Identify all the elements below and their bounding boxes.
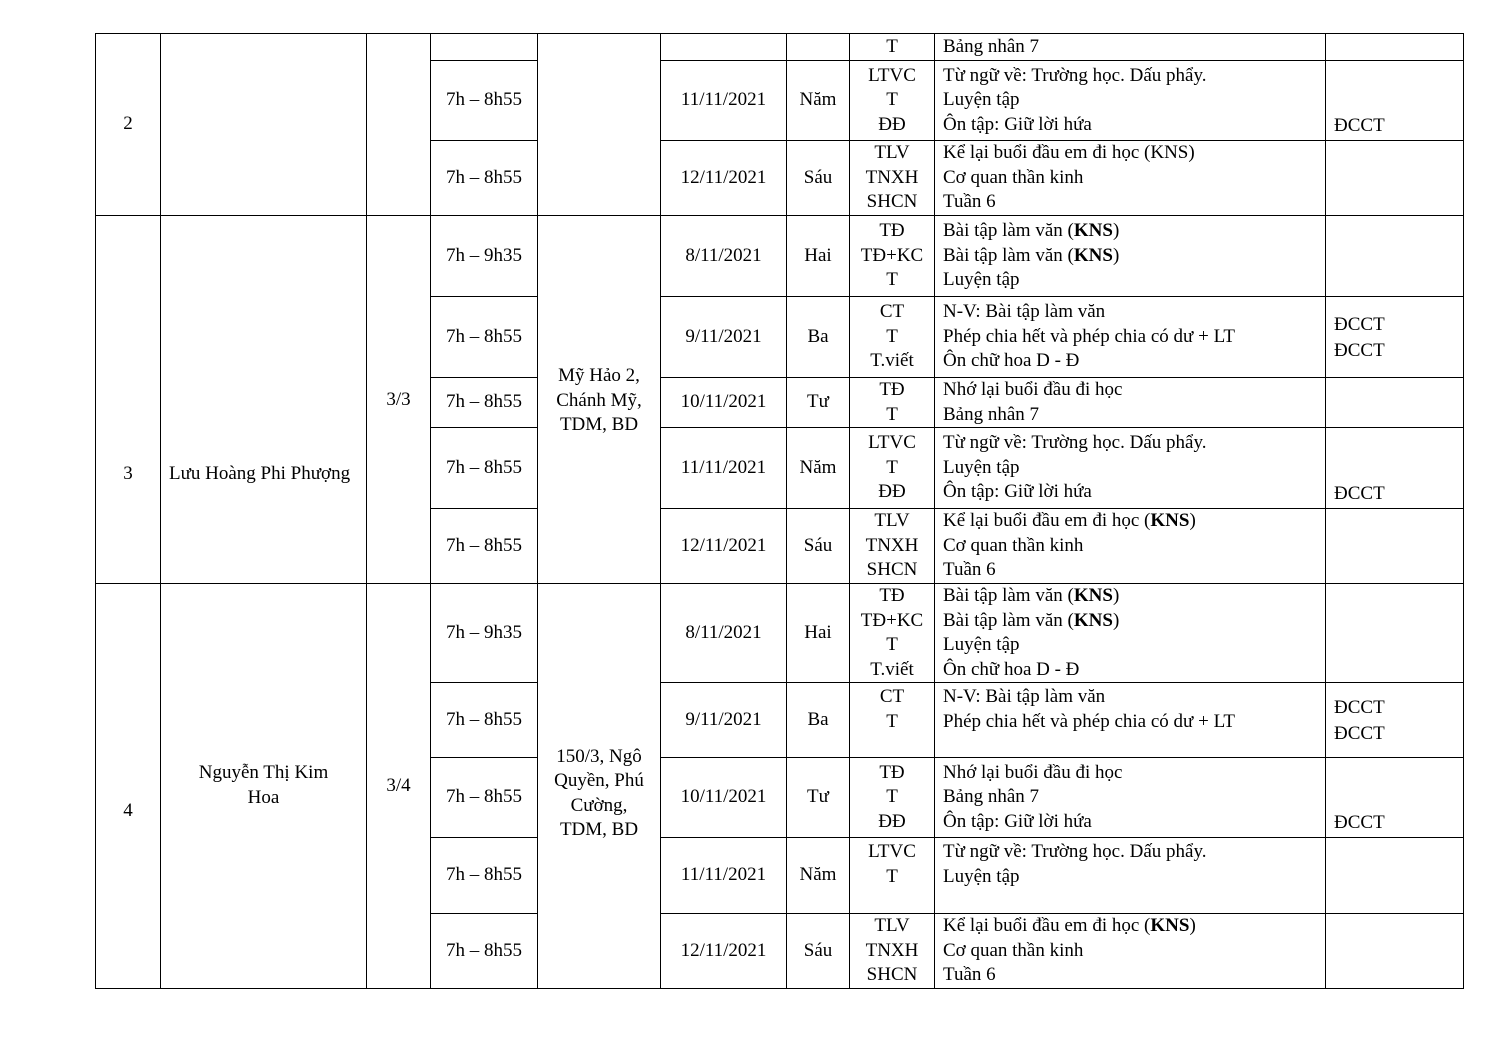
lesson: Luyện tập [943, 89, 1020, 111]
subject: ĐĐ [878, 113, 906, 135]
subject: TĐ [879, 220, 905, 242]
weekday-cell: Năm [787, 61, 850, 141]
note-cell [1326, 378, 1464, 428]
subject: CT [879, 686, 905, 707]
subject: T [886, 710, 898, 732]
time-cell: 7h – 8h55 [431, 914, 538, 989]
subject: TNXH [865, 939, 919, 961]
lesson: Bảng nhân 7 [943, 786, 1040, 808]
stt-cell: 2 [96, 34, 161, 216]
subject: T [886, 786, 898, 808]
lesson: Cơ quan thần kinh [943, 534, 1084, 556]
time-cell: 7h – 8h55 [431, 297, 538, 378]
date-cell: 10/11/2021 [661, 378, 787, 428]
lessons-cell [935, 914, 1326, 989]
subject: SHCN [866, 964, 918, 985]
lesson: Cơ quan thần kinh [943, 939, 1084, 961]
date-cell: 10/11/2021 [661, 758, 787, 838]
teacher-name: Nguyễn Thị Kim Hoa [198, 762, 329, 808]
class-cell: 3/4 [367, 584, 431, 989]
subjects-cell [850, 509, 935, 584]
subject: T [886, 89, 898, 111]
note-cell [1326, 758, 1464, 838]
date-cell: 11/11/2021 [661, 838, 787, 914]
subjects-cell [850, 61, 935, 141]
note: ĐCCT [1334, 114, 1385, 136]
lesson: Luyện tập [943, 456, 1020, 478]
lesson: Ôn tập: Giữ lời hứa [943, 481, 1092, 503]
subjects-cell [850, 34, 935, 61]
stt-cell: 3 [96, 216, 161, 584]
subject: TNXH [865, 166, 919, 188]
lesson: Luyện tập [943, 865, 1020, 887]
lesson: Từ ngữ về: Trường học. Dấu phẩy. [943, 841, 1207, 862]
subject: TĐ+KC [860, 609, 924, 631]
weekday-cell: Sáu [787, 509, 850, 584]
subject: TĐ+KC [860, 244, 924, 266]
note-cell [1326, 428, 1464, 509]
subject: T.viết [870, 350, 914, 372]
teacher-name-cell [161, 584, 367, 989]
subject: LTVC [868, 841, 916, 862]
weekday-cell: Hai [787, 216, 850, 297]
lessons-cell [935, 141, 1326, 216]
note-cell [1326, 297, 1464, 378]
time-cell: 7h – 8h55 [431, 61, 538, 141]
subjects-cell [850, 758, 935, 838]
date-cell: 11/11/2021 [661, 428, 787, 509]
note: ĐCCT [1334, 811, 1385, 833]
subjects-cell [850, 683, 935, 758]
date-cell: 12/11/2021 [661, 509, 787, 584]
subject: LTVC [868, 432, 916, 454]
place-cell: 150/3, Ngô Quyền, Phú Cường, TDM, BD [538, 584, 661, 989]
subjects-cell [850, 378, 935, 428]
lessons-cell [935, 584, 1326, 683]
lesson: Luyện tập [943, 269, 1020, 291]
subject: ĐĐ [878, 810, 906, 832]
note-cell [1326, 509, 1464, 584]
subject: T [886, 269, 898, 291]
lesson: Phép chia hết và phép chia có dư + LT [943, 325, 1236, 347]
subject: T [886, 35, 898, 57]
lesson: Bảng nhân 7 [943, 403, 1040, 425]
class-cell: 3/3 [367, 216, 431, 584]
lesson: Ôn chữ hoa D - Đ [943, 350, 1080, 372]
teacher-name: Lưu Hoàng Phi Phượng [169, 463, 351, 485]
lesson: Tuần 6 [943, 559, 996, 581]
lesson: Nhớ lại buổi đầu đi học [943, 379, 1123, 400]
lesson: Bài tập làm văn (KNS) [943, 585, 1120, 606]
time-cell: 7h – 8h55 [431, 509, 538, 584]
place-cell: Mỹ Hảo 2, Chánh Mỹ, TDM, BD [538, 216, 661, 584]
note-cell [1326, 216, 1464, 297]
note-cell [1326, 914, 1464, 989]
subject: TĐ [879, 585, 905, 606]
weekday-cell: Ba [787, 683, 850, 758]
lesson: N-V: Bài tập làm văn [943, 301, 1106, 323]
class-cell [367, 34, 431, 216]
lesson: Cơ quan thần kinh [943, 166, 1084, 188]
weekday-cell [787, 34, 850, 61]
subject: T [886, 403, 898, 425]
note: ĐCCT [1334, 696, 1385, 718]
note-cell [1326, 61, 1464, 141]
note-cell [1326, 584, 1464, 683]
lesson: Phép chia hết và phép chia có dư + LT [943, 710, 1236, 732]
subjects-cell [850, 297, 935, 378]
subject: TĐ [879, 379, 905, 400]
stt-cell: 4 [96, 584, 161, 989]
date-cell: 8/11/2021 [661, 216, 787, 297]
lesson: Nhớ lại buổi đầu đi học [943, 761, 1123, 783]
lesson: Bảng nhân 7 [943, 35, 1040, 57]
subjects-cell [850, 428, 935, 509]
lesson: N-V: Bài tập làm văn [943, 686, 1106, 707]
subject: TNXH [865, 534, 919, 556]
weekday-cell: Hai [787, 584, 850, 683]
date-cell: 9/11/2021 [661, 297, 787, 378]
lesson: Ôn tập: Giữ lời hứa [943, 113, 1092, 135]
subject: TĐ [879, 761, 905, 783]
table-row [96, 584, 1464, 683]
lesson: Bài tập làm văn (KNS) [943, 220, 1120, 242]
lessons-cell [935, 216, 1326, 297]
weekday-cell: Sáu [787, 141, 850, 216]
note: ĐCCT [1334, 313, 1385, 335]
lessons-cell [935, 61, 1326, 141]
date-cell: 11/11/2021 [661, 61, 787, 141]
time-cell: 7h – 8h55 [431, 838, 538, 914]
subjects-cell [850, 838, 935, 914]
subject: CT [879, 301, 905, 323]
date-cell [661, 34, 787, 61]
lesson: Bài tập làm văn (KNS) [943, 244, 1120, 266]
note: ĐCCT [1334, 722, 1385, 744]
subject: TLV [874, 142, 910, 164]
time-cell: 7h – 8h55 [431, 428, 538, 509]
lesson: Kể lại buổi đầu em đi học (KNS) [943, 510, 1196, 532]
schedule-table [95, 33, 1464, 989]
lesson: Kể lại buổi đầu em đi học (KNS) [943, 142, 1195, 164]
subjects-cell [850, 914, 935, 989]
lesson: Ôn tập: Giữ lời hứa [943, 810, 1092, 832]
table-row [96, 216, 1464, 297]
note: ĐCCT [1334, 482, 1385, 504]
teacher-name-cell [161, 216, 367, 584]
lesson: Tuần 6 [943, 191, 996, 213]
lesson: Luyện tập [943, 634, 1020, 655]
weekday-cell: Sáu [787, 914, 850, 989]
lessons-cell [935, 297, 1326, 378]
time-cell: 7h – 8h55 [431, 758, 538, 838]
weekday-cell: Năm [787, 838, 850, 914]
place-cell [538, 34, 661, 216]
lesson: Tuần 6 [943, 964, 996, 985]
subject: SHCN [866, 559, 918, 581]
date-cell: 8/11/2021 [661, 584, 787, 683]
subject: T [886, 865, 898, 887]
subject: SHCN [866, 191, 918, 213]
lesson: Từ ngữ về: Trường học. Dấu phẩy. [943, 64, 1207, 86]
subject: TLV [874, 510, 910, 532]
subject: T [886, 634, 898, 655]
lessons-cell [935, 838, 1326, 914]
lesson: Kể lại buổi đầu em đi học (KNS) [943, 915, 1196, 936]
time-cell: 7h – 8h55 [431, 378, 538, 428]
time-cell [431, 34, 538, 61]
subject: LTVC [868, 64, 916, 86]
lesson: Ôn chữ hoa D - Đ [943, 658, 1080, 680]
subjects-cell [850, 216, 935, 297]
note: ĐCCT [1334, 339, 1385, 361]
lesson: Bài tập làm văn (KNS) [943, 609, 1120, 631]
weekday-cell: Tư [787, 378, 850, 428]
subject: T.viết [870, 658, 914, 680]
time-cell: 7h – 8h55 [431, 141, 538, 216]
subjects-cell [850, 584, 935, 683]
subject: T [886, 456, 898, 478]
table-row [96, 34, 1464, 61]
lesson: Từ ngữ về: Trường học. Dấu phẩy. [943, 432, 1207, 454]
subject: TLV [874, 915, 910, 936]
subject: T [886, 325, 898, 347]
time-cell: 7h – 9h35 [431, 216, 538, 297]
note-cell [1326, 141, 1464, 216]
time-cell: 7h – 9h35 [431, 584, 538, 683]
note-cell [1326, 683, 1464, 758]
date-cell: 12/11/2021 [661, 914, 787, 989]
lessons-cell [935, 509, 1326, 584]
subjects-cell [850, 141, 935, 216]
weekday-cell: Ba [787, 297, 850, 378]
note-cell [1326, 34, 1464, 61]
subject: ĐĐ [878, 481, 906, 503]
lessons-cell [935, 428, 1326, 509]
teacher-name-cell [161, 34, 367, 216]
date-cell: 9/11/2021 [661, 683, 787, 758]
weekday-cell: Tư [787, 758, 850, 838]
lessons-cell [935, 758, 1326, 838]
date-cell: 12/11/2021 [661, 141, 787, 216]
weekday-cell: Năm [787, 428, 850, 509]
time-cell: 7h – 8h55 [431, 683, 538, 758]
lessons-cell [935, 378, 1326, 428]
lessons-cell [935, 34, 1326, 61]
note-cell [1326, 838, 1464, 914]
lessons-cell [935, 683, 1326, 758]
